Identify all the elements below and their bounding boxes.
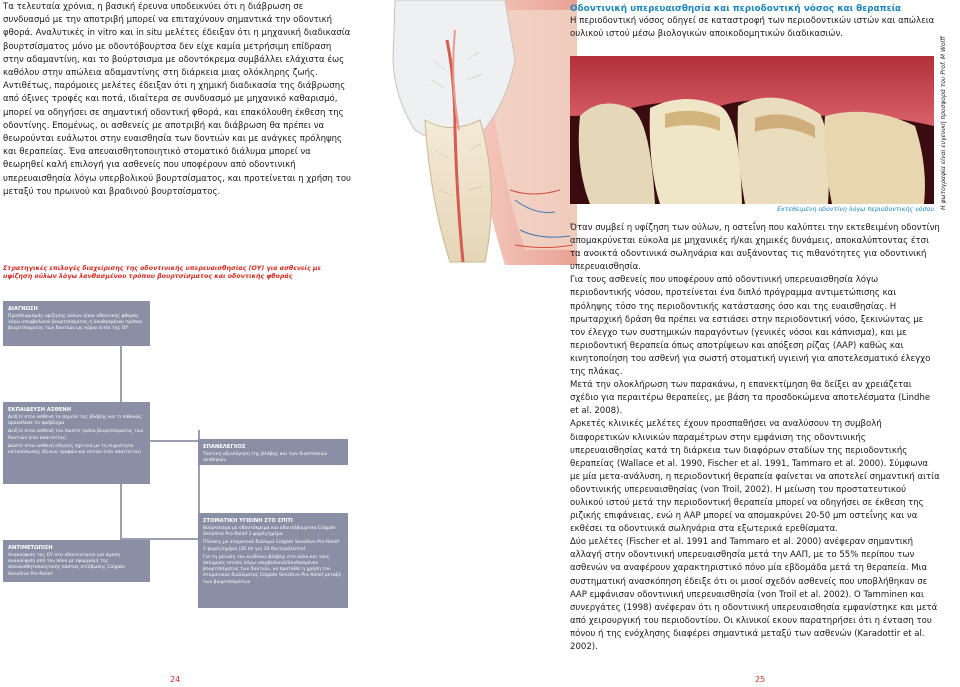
tooth-illustration [355,0,577,265]
box-treatment [3,540,150,582]
box-hygiene-line: Για τη μείωση του κινδύνου βλάβης στα ούλα και τους σκληρούς ιστούς λόγω υπερβολικού/λανθασμένου βουρτσίσματος των δοντιών, να προταθεί η χρήση του στοματικού διαλύματος Colgate Sensitive Pro-Relief μεταξύ των βουρτσισμάτων [203,554,342,585]
box-education-line: Δώστε στον ασθενή οδηγίες σχετικά με τη συχνότητα κατανάλωσης όξινων τροφών και ποτών (εάν απαιτείται) [8,443,142,456]
box-education-title: ΕΚΠΑΙΔΕΥΣΗ ΑΣΘΕΝΗ [8,407,72,413]
left-intro-paragraph: Τα τελευταία χρόνια, η βασική έρευνα υποδεικνύει ότι η διάβρωση σε συνδυασμό με την αποτριβή μπορεί να επιταχύνουν σημαντικά την οδοντική φθορά. Αναλυτικές in vitro και in situ μελέτες έδειξαν ότι η μηχανική διαδικασία βουρτσίσματος μόνο με οδοντόβουρτσα δεν είχε καμία μετρήσιμη επίδραση στην αδαμαντίνη, και το βούρτσισμα με οδοντόκρεμα συμβάλλει ελάχιστα έως καθόλου στην απώλεια αδαμαντίνης στη διάρκεια μιας ολόκληρης ζωής. Αντιθέτως, παρόμοιες μελέτες έδειξαν ότι η χημική διαδικασία της διάβρωσης από όξινες τροφές και ποτά, ιδιαίτερα σε συνδυασμό με μηχανικό καθαρισμό, μπορεί να οδηγήσει σε σημαντική οδοντική φθορά, και επακόλουθη έκθεση της οδοντίνης. Επομένως, οι ασθενείς με αποτριβή και διάβρωση θα πρέπει να θεωρούνται ευάλωτοι στην ευαισθησία των δοντιών και με ανάγκες πρόληψης και θεραπείας. Ένα απευαισθητοποιητικό στοματικό διάλυμα μπορεί να θεωρηθεί καλή επιλογή για ασθενείς που υποφέρουν από οδοντινική υπερευαισθησία λόγω υπερβολικού βουρτσίσματος, και προτείνεται η χρήση του μεταξύ του πρωινού και βραδινού βουρτσίσματος. [3,2,351,197]
page-number-left: 24 [170,675,181,684]
right-paragraph: Δύο μελέτες (Fischer et al. 1991 and Tammaro et al. 2000) ανέφεραν σημαντική αλλαγή στην οδοντινική υπερευαισθησία μετά την ΑΑΠ, με το 55% περίπου των ασθενών να αναφέρουν χαρακτηριστικό πόνο μία εβδομάδα μετά τη θεραπεία. Μια συστηματική ανασκόπηση έδειξε ότι οι μισοί σχεδόν ασθενείς που υποβλήθηκαν σε ΑΑΡ εμφάνισαν οδοντινική υπερευαισθησία (von Troil et al. 2002). Ο Tamminen και συνεργάτες (1998) ανέφεραν ότι η οδοντινική υπερευαισθησία εμφανίστηκε και μετά από χειρουργική του περιοδοντίου. Οι κλινικοί εκουν παρατηρήσει ότι η ένταση του πόνου ή της ενόχλησης διαφέρει σημαντικά μεταξύ των ασθενών (Karadottir et al. 2002). [570,537,938,652]
box-hygiene-title: ΣΤΟΜΑΤΙΚΗ ΥΓΙΕΙΝΗ ΣΤΟ ΣΠΙΤΙ [203,518,293,524]
box-hygiene-line: Βούρτσισμα με οδοντόκρεμα και οδοντόβουρτσα Colgate Sensitive Pro-Relief 2 φορές/ημέρα [203,526,336,538]
box-reevaluation-line: Τακτική αξιολόγηση της βλάβης και των διαστάσεών συνθηκών [203,452,328,464]
box-reevaluation-title: ΕΠΑΝΕΛΕΓΧΟΣ [203,444,246,450]
box-hygiene [198,513,348,608]
right-section-title: Οδοντινική υπερευαισθησία και περιοδοντική νόσος και θεραπεία [570,4,902,14]
right-intro-paragraph: Η περιοδοντική νόσος οδηγεί σε καταστροφή των περιοδοντικών ιστών και απώλεια ουλικού ιστού μέσω βιολογικών αποικοδομητικών διαδικασιών. [570,16,935,39]
box-diagnosis [3,301,150,346]
box-diagnosis-title: ΔΙΑΓΝΩΣΗ [8,306,38,312]
flowchart-caption: Στρατηγικές επιλογές διαχείρισης της οδοντινικής υπερευαισθησίας (ΟΥ) για ασθενείς με υφίζηση ούλων λόγω λανθασμένου τρόπου βουρτσίσματος και οδοντικής φθοράς [3,265,322,281]
box-education-line: Δείξτε στον ασθενή τα σημεία της βλάβης και τι πιθανώς προκάλεσε το πρόβλημα [8,415,142,427]
box-education-line: Δείξτε στον ασθενή τον σωστό τρόπο βουρτσίσματος των δοντιών (εάν απαιτείται) [8,429,144,441]
photo-credit-text: Η φωτογραφία είναι ευγενική προσφορά του Prof. M Wolff [940,36,947,210]
box-reevaluation [198,439,348,465]
right-paragraph: Αρκετές κλινικές μελέτες έχουν προσπαθήσει να αναλύσουν τη συμβολή διαφορετικών κλινικών παραμέτρων στην εμφάνιση της οδοντινικής υπερευαισθησίας κατά τη διάρκεια των διαφόρων σταδίων της περιοδοντικής θεραπείας (Wallace et al. 1990, Fischer et al. 1991, Tammaro et al. 2000). Σύμφωνα με μία μετα-ανάλυση, η περιοδοντική θεραπεία φαίνεται να αποτελεί σημαντική αιτία οδοντινικής υπερευαισθησίας (von Troil, 2002). Η μείωση του προστατευτικού ουλικού ιστού μετά την περιοδοντική θεραπεία μπορεί να οδηγήσει σε έκθεση της ριζικής επιφάνειας, ενώ η ΑΑΡ μπορεί να απομακρύνει 20-50 μm οστεΐνης και να εκθέσει τα οδοντινικά σωληνάρια στα εξωτερικά ερεθίσματα. [570,419,940,535]
right-paragraph: Όταν συμβεί η υφίζηση των ούλων, η οστεΐνη που καλύπτει την εκτεθειμένη οδοντίνη απομακρύνεται εύκολα με μηχανικές ή/και χημικές δυνάμεις, αποκαλύπτοντας έτσι τα ανοικτά οδοντινικά σωληνάρια και αυξάνοντας τις πιθανότητες για οδοντινική υπερευαισθησία. [570,223,940,273]
box-treatment-title: ΑΝΤΙΜΕΤΩΠΙΣΗ [8,545,53,551]
photo-credit-vertical [940,36,956,210]
clinical-photo [570,56,934,204]
box-education [3,402,150,484]
photo-caption: Εκτεθειμένη οδοντίνη λόγω περιοδοντικής νόσου [777,206,934,213]
page-number-right: 25 [755,675,766,684]
right-paragraph: Για τους ασθενείς που υποφέρουν από οδοντινική υπερευαισθησία λόγω περιοδοντικής νόσου, προτείνεται ένα διπλό πρόγραμμα αντιμετώπισης και πρόληψης τόσο της περιοδοντικής κατάστασης όσο και της ευαισθησίας. Η πρωταρχική δράση θα πρέπει να εστιάσει στην περιοδοντική νόσο, ξεκινώντας με τον έλεγχο των συστημικών παραγόντων (γενικές νόσοι και κάπνισμα), και με περιοδοντική θεραπεία όπως αποτρίψεων και απόξεση ρίζας (ΑΑΡ) καθώς και κινητοποίηση του ασθενή για σωστή στοματική υγιεινή για αποτελεσματικό έλεγχο της πλάκας. [570,275,931,378]
right-paragraph: Μετά την ολοκλήρωση των παρακάνω, η επανεκτίμηση θα δείξει αν χρειάζεται σχέδιο για περαιτέρω θεραπείες, με βάση τα προσδοκώμενα αποτελέσματα (Lindhe et al. 2008). [570,380,931,417]
right-body-text [570,222,940,654]
box-diagnosis-line: Προσδιορισμός υφίζησης ούλων ή/και οδοντικής φθοράς λόγω υπερβολικού βουρτσίσματος ή λανθασμένου τρόπου βουρτσίσματος των δοντιών ως κύρια αιτία της ΟΥ [8,314,143,332]
box-hygiene-line: Πλύσεις με στοματικό διάλυμα Colgate Sensitive Pro-Relief 2 φορές/ημέρα (20 ml για 30 δευτερόλεπτα) [203,540,340,552]
box-treatment-line: Ανακούφιση της ΟΥ στο οδοντιατρείο για άμεση ανακούφιση από τον πόνο με εφαρμογή της απευαισθητοποιητικής πάστας στίλβωσης Colgate Sensitive Pro-Relief [8,553,125,577]
